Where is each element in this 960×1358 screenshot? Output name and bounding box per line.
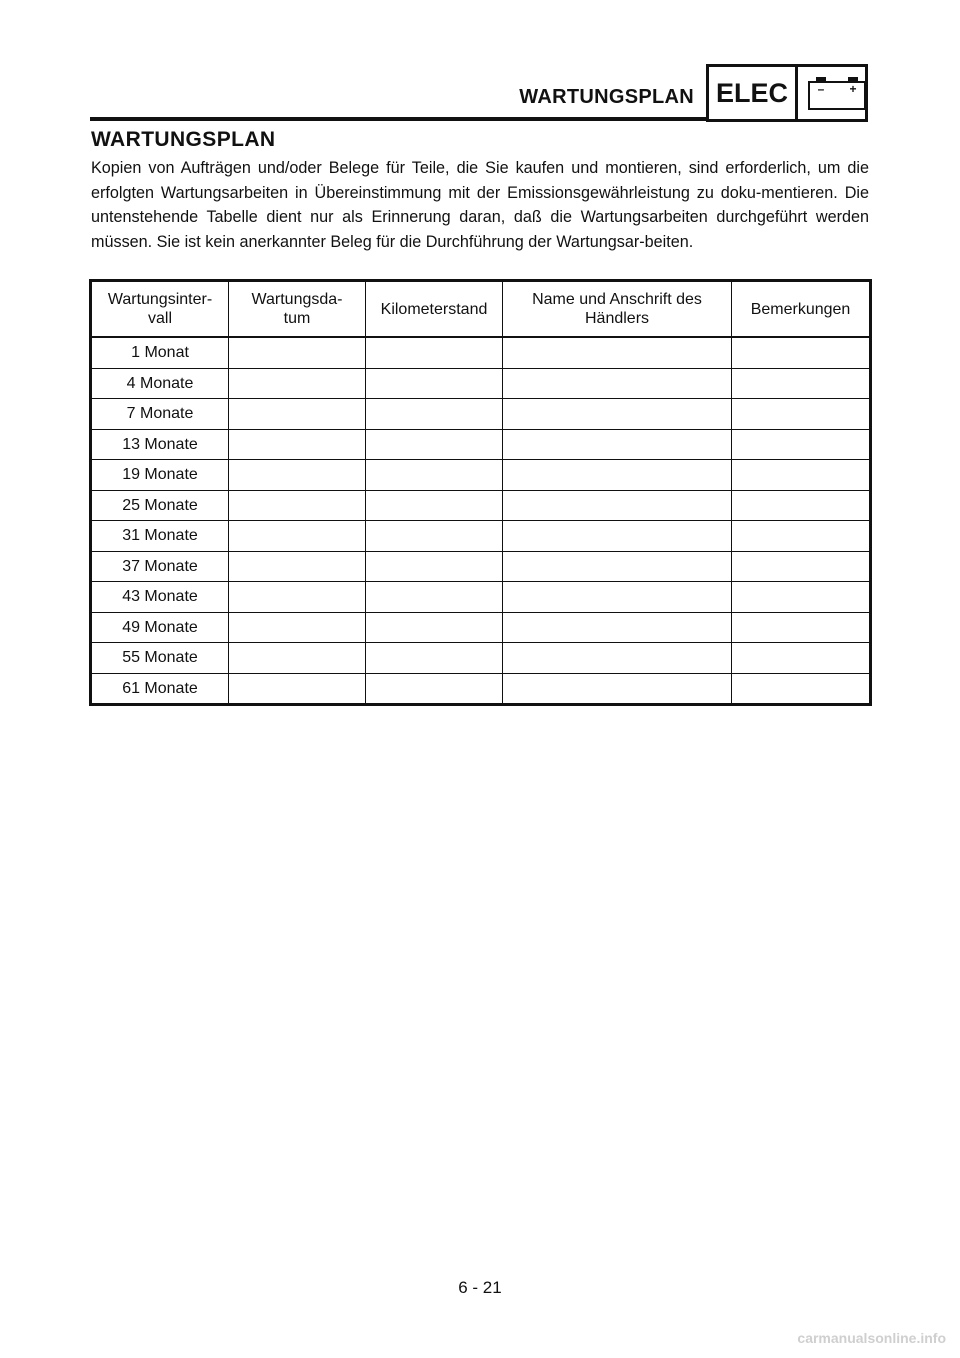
entry-cell xyxy=(503,551,732,582)
interval-cell: 43 Monate xyxy=(91,582,229,613)
entry-cell xyxy=(229,490,366,521)
column-header: Name und Anschrift des Händlers xyxy=(503,281,732,338)
entry-cell xyxy=(503,368,732,399)
entry-cell xyxy=(366,551,503,582)
entry-cell xyxy=(503,399,732,430)
watermark: carmanualsonline.info xyxy=(797,1330,946,1346)
entry-cell xyxy=(229,460,366,491)
entry-cell xyxy=(229,612,366,643)
entry-cell xyxy=(732,429,871,460)
battery-minus-sign: – xyxy=(817,82,825,96)
entry-cell xyxy=(229,368,366,399)
battery-icon xyxy=(808,77,866,110)
entry-cell xyxy=(366,490,503,521)
entry-cell xyxy=(503,521,732,552)
entry-cell xyxy=(229,673,366,705)
entry-cell xyxy=(503,643,732,674)
maintenance-log-table xyxy=(89,279,872,706)
entry-cell xyxy=(732,551,871,582)
interval-cell: 61 Monate xyxy=(91,673,229,705)
entry-cell xyxy=(503,612,732,643)
entry-cell xyxy=(366,521,503,552)
column-header: Wartungsda- tum xyxy=(229,281,366,338)
entry-cell xyxy=(366,337,503,368)
entry-cell xyxy=(366,612,503,643)
table-body xyxy=(91,337,871,705)
table-header-row xyxy=(91,281,871,338)
entry-cell xyxy=(503,337,732,368)
entry-cell xyxy=(503,429,732,460)
entry-cell xyxy=(503,582,732,613)
entry-cell xyxy=(732,368,871,399)
table-row xyxy=(91,368,871,399)
entry-cell xyxy=(229,643,366,674)
entry-cell xyxy=(229,429,366,460)
interval-cell: 1 Monat xyxy=(91,337,229,368)
entry-cell xyxy=(366,460,503,491)
table-row xyxy=(91,460,871,491)
header-rule xyxy=(90,117,706,121)
entry-cell xyxy=(732,490,871,521)
entry-cell xyxy=(732,460,871,491)
entry-cell xyxy=(732,399,871,430)
entry-cell xyxy=(503,460,732,491)
interval-cell: 4 Monate xyxy=(91,368,229,399)
entry-cell xyxy=(366,643,503,674)
section-title: WARTUNGSPLAN xyxy=(91,128,276,151)
page-number: 6 - 21 xyxy=(458,1278,502,1297)
header-title: WARTUNGSPLAN xyxy=(519,86,694,108)
entry-cell xyxy=(732,643,871,674)
battery-plus-sign: + xyxy=(849,82,857,96)
entry-cell xyxy=(229,399,366,430)
table-row xyxy=(91,399,871,430)
intro-paragraph: Kopien von Aufträgen und/oder Belege für Teile, die Sie kaufen und montieren, sind erforderlich, um die erfolgten Wartungsarbeiten in Übereinstimmung mit der Emissionsgewährleistung zu doku-mentieren. Die untenstehende Tabelle dient nur als Erinnerung daran, daß die Wartungsarbeiten durchgeführt werden müssen. Sie ist kein anerkannter Beleg für die Durchführung der Wartungsar-beiten. xyxy=(91,159,869,251)
entry-cell xyxy=(229,521,366,552)
interval-cell: 7 Monate xyxy=(91,399,229,430)
table-row xyxy=(91,673,871,705)
table-row xyxy=(91,337,871,368)
table-row xyxy=(91,551,871,582)
entry-cell xyxy=(366,399,503,430)
column-header: Kilometerstand xyxy=(366,281,503,338)
column-header: Wartungsinter- vall xyxy=(91,281,229,338)
entry-cell xyxy=(366,673,503,705)
table-row xyxy=(91,643,871,674)
interval-cell: 37 Monate xyxy=(91,551,229,582)
entry-cell xyxy=(229,582,366,613)
table-row xyxy=(91,490,871,521)
entry-cell xyxy=(503,490,732,521)
table-row xyxy=(91,521,871,552)
entry-cell xyxy=(732,612,871,643)
interval-cell: 19 Monate xyxy=(91,460,229,491)
interval-cell: 13 Monate xyxy=(91,429,229,460)
table-row xyxy=(91,429,871,460)
entry-cell xyxy=(366,582,503,613)
entry-cell xyxy=(229,337,366,368)
column-header: Bemerkungen xyxy=(732,281,871,338)
interval-cell: 49 Monate xyxy=(91,612,229,643)
interval-cell: 55 Monate xyxy=(91,643,229,674)
section-badge-label: ELEC xyxy=(709,67,798,119)
interval-cell: 31 Monate xyxy=(91,521,229,552)
entry-cell xyxy=(732,582,871,613)
entry-cell xyxy=(503,673,732,705)
table-row xyxy=(91,582,871,613)
section-badge xyxy=(706,64,868,122)
entry-cell xyxy=(366,429,503,460)
entry-cell xyxy=(732,337,871,368)
entry-cell xyxy=(732,673,871,705)
entry-cell xyxy=(732,521,871,552)
table-row xyxy=(91,612,871,643)
entry-cell xyxy=(366,368,503,399)
interval-cell: 25 Monate xyxy=(91,490,229,521)
entry-cell xyxy=(229,551,366,582)
